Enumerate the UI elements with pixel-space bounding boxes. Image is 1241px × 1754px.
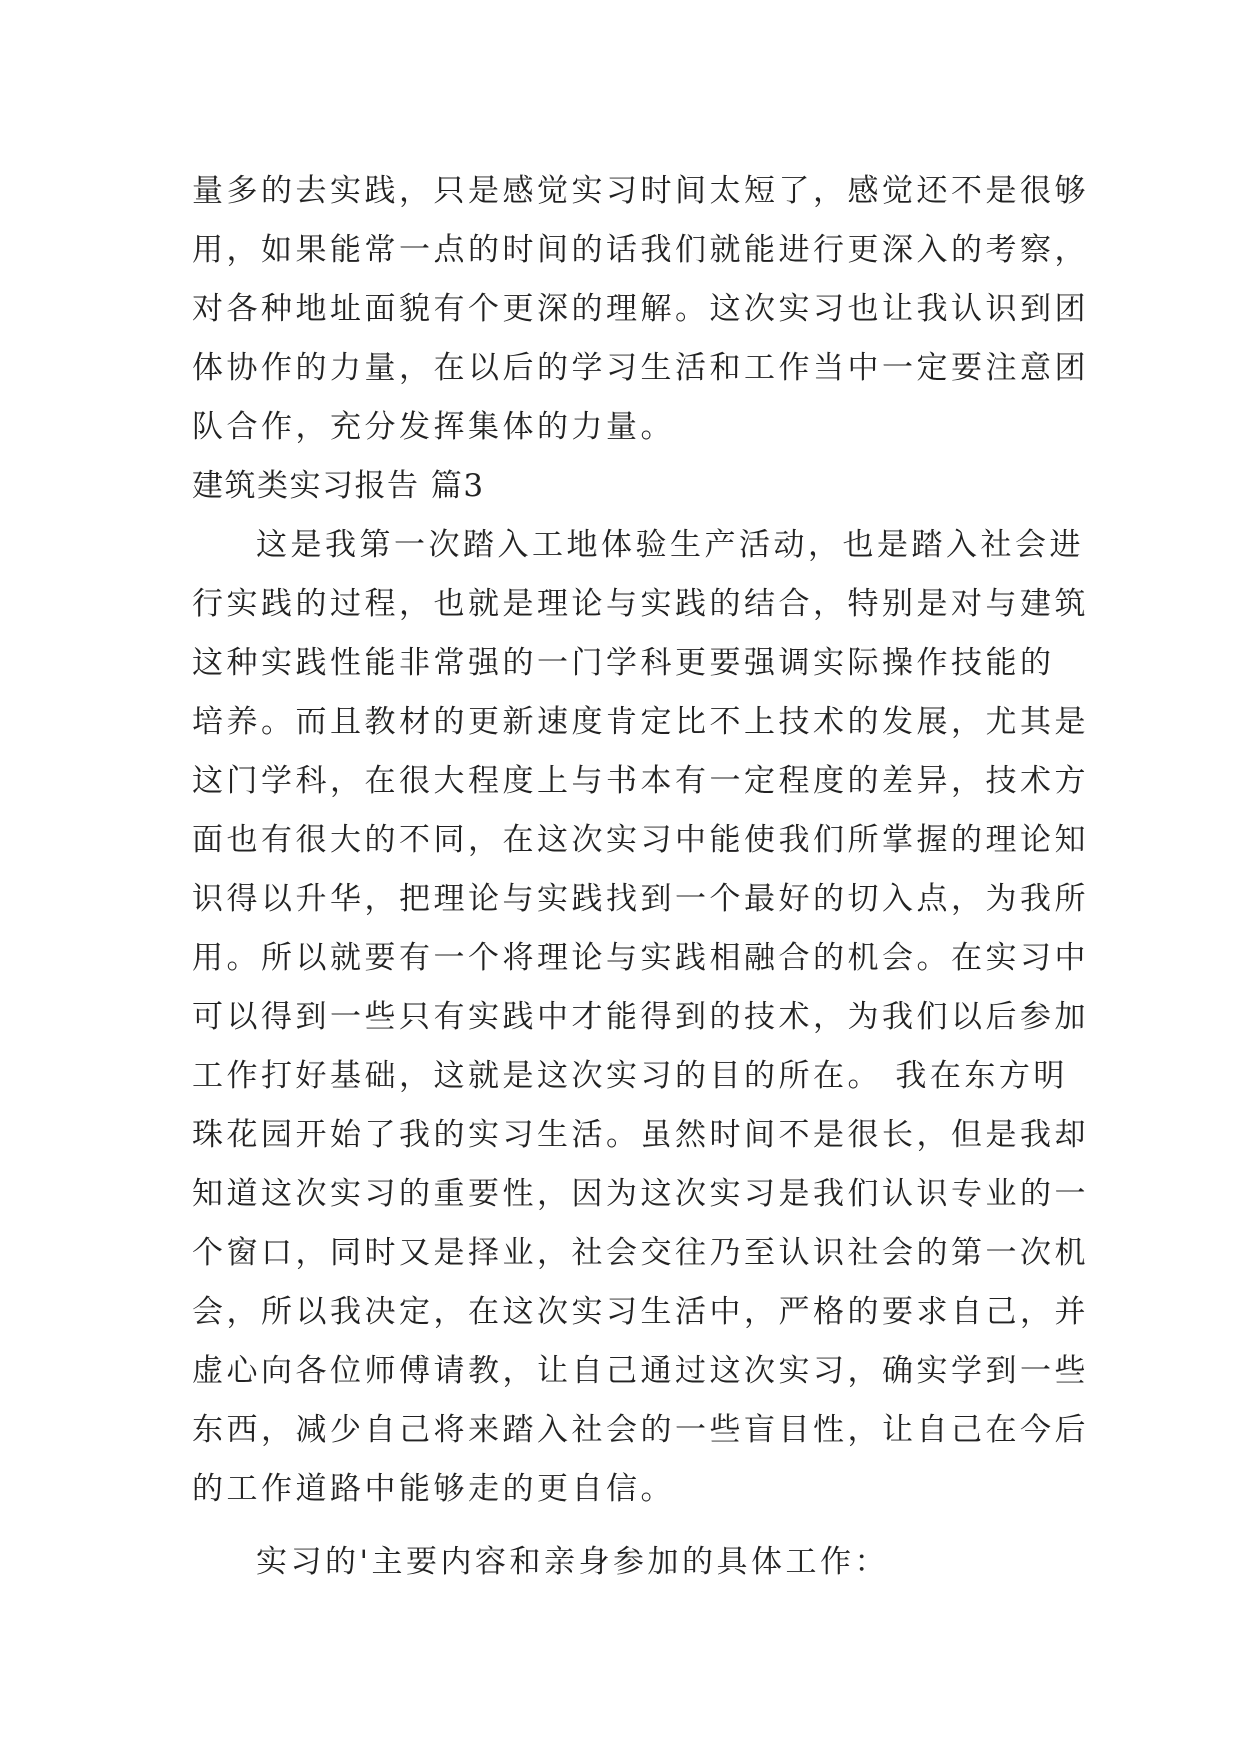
text-line: 体协作的力量，在以后的学习生活和工作当中一定要注意团: [192, 350, 1089, 386]
paragraph-gap: [192, 1519, 1072, 1533]
text-line: 识得以升华，把理论与实践找到一个最好的切入点，为我所: [192, 881, 1089, 917]
paragraph-continued: [192, 162, 1089, 457]
paragraph-intro: [192, 516, 1089, 1519]
text-line: 培养。而且教材的更新速度肯定比不上技术的发展，尤其是: [192, 704, 1089, 740]
text-line: 知道这次实习的重要性，因为这次实习是我们认识专业的一: [192, 1176, 1089, 1212]
text-line: 用。所以就要有一个将理论与实践相融合的机会。在实习中: [192, 940, 1089, 976]
text-line: 用，如果能常一点的时间的话我们就能进行更深入的考察，: [192, 232, 1089, 268]
text-line: 队合作，充分发挥集体的力量。: [192, 409, 675, 445]
text-line: 东西，减少自己将来踏入社会的一些盲目性，让自己在今后: [192, 1412, 1089, 1448]
section-heading: 建筑类实习报告 篇3: [192, 468, 485, 504]
text-line: 可以得到一些只有实践中才能得到的技术，为我们以后参加: [192, 999, 1089, 1035]
text-line: 珠花园开始了我的实习生活。虽然时间不是很长，但是我却: [192, 1117, 1089, 1153]
text-line: 虚心向各位师傅请教，让自己通过这次实习，确实学到一些: [192, 1353, 1089, 1389]
text-line: 个窗口，同时又是择业，社会交往乃至认识社会的第一次机: [192, 1235, 1089, 1271]
text-line: 工作打好基础，这就是这次实习的目的所在。 我在东方明: [192, 1058, 1068, 1094]
text-line: 对各种地址面貌有个更深的理解。这次实习也让我认识到团: [192, 291, 1089, 327]
document-body: [192, 162, 1089, 1592]
text-line: 行实践的过程，也就是理论与实践的结合，特别是对与建筑: [192, 586, 1089, 622]
text-line: 这门学科，在很大程度上与书本有一定程度的差异，技术方: [192, 763, 1089, 799]
text-line: 的工作道路中能够走的更自信。: [192, 1471, 675, 1507]
text-line: 会，所以我决定，在这次实习生活中，严格的要求自己，并: [192, 1294, 1089, 1330]
paragraph-work-content: 实习的'主要内容和亲身参加的具体工作：: [256, 1544, 890, 1580]
text-line: 这是我第一次踏入工地体验生产活动，也是踏入社会进: [256, 527, 1084, 563]
text-line: 这种实践性能非常强的一门学科更要强调实际操作技能的: [192, 645, 1055, 681]
text-line: 量多的去实践，只是感觉实习时间太短了，感觉还不是很够: [192, 173, 1089, 209]
text-line: 面也有很大的不同，在这次实习中能使我们所掌握的理论知: [192, 822, 1089, 858]
